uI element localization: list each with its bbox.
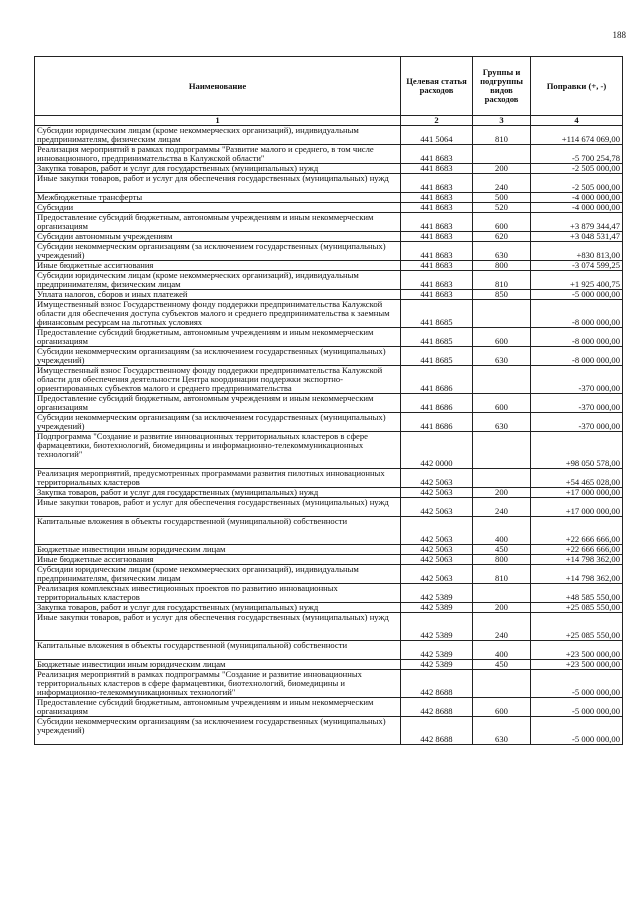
row-expense-group: 400 (473, 641, 531, 660)
table-row (35, 300, 623, 328)
row-target-code: 441 8683 (401, 164, 473, 174)
row-expense-group: 400 (473, 517, 531, 545)
row-expense-group (473, 300, 531, 328)
row-target-code: 441 5064 (401, 126, 473, 145)
row-target-code: 441 8683 (401, 203, 473, 213)
table-row (35, 432, 623, 469)
row-expense-group: 200 (473, 488, 531, 498)
row-target-code: 442 5063 (401, 545, 473, 555)
row-amount: -4 000 000,00 (531, 193, 623, 203)
row-name: Субсидии некоммерческим организациям (за исключением государственных (муниципальных) учреждений) (35, 717, 401, 745)
row-amount: +17 000 000,00 (531, 488, 623, 498)
row-amount: -5 000 000,00 (531, 698, 623, 717)
row-name: Бюджетные инвестиции иным юридическим лицам (35, 545, 401, 555)
row-name: Реализация комплексных инвестиционных проектов по развитию инновационных территориальных кластеров (35, 584, 401, 603)
table-row (35, 328, 623, 347)
table-row (35, 193, 623, 203)
row-amount: -5 000 000,00 (531, 670, 623, 698)
row-target-code: 442 5063 (401, 469, 473, 488)
table-row (35, 126, 623, 145)
row-expense-group: 630 (473, 347, 531, 366)
table-row (35, 717, 623, 745)
table-row (35, 517, 623, 545)
row-target-code: 441 8685 (401, 328, 473, 347)
page-number: 188 (612, 30, 626, 40)
row-target-code: 441 8683 (401, 271, 473, 290)
table-row (35, 145, 623, 164)
row-name: Иные закупки товаров, работ и услуг для обеспечения государственных (муниципальных) нужд (35, 498, 401, 517)
row-name: Субсидии автономным учреждениям (35, 232, 401, 242)
row-amount: -8 000 000,00 (531, 328, 623, 347)
row-target-code: 441 8685 (401, 300, 473, 328)
row-target-code: 442 5063 (401, 565, 473, 584)
row-amount: -5 700 254,78 (531, 145, 623, 164)
row-name: Закупка товаров, работ и услуг для государственных (муниципальных) нужд (35, 164, 401, 174)
row-expense-group: 630 (473, 717, 531, 745)
row-target-code: 442 5389 (401, 641, 473, 660)
row-expense-group: 620 (473, 232, 531, 242)
row-expense-group: 600 (473, 328, 531, 347)
row-amount: -370 000,00 (531, 366, 623, 394)
header-name: Наименование (35, 57, 401, 116)
row-amount: -2 505 000,00 (531, 174, 623, 193)
row-name: Имущественный взнос Государственному фонду поддержки предпринимательства Калужской области для обеспечения доступа субъектов малого и среднего предпринимательства к заемным финансовым ресурсам на льготных условиях (35, 300, 401, 328)
table-row (35, 213, 623, 232)
row-expense-group: 810 (473, 126, 531, 145)
table-row (35, 603, 623, 613)
table-row (35, 366, 623, 394)
table-row (35, 203, 623, 213)
row-amount: +25 085 550,00 (531, 613, 623, 641)
row-target-code: 442 5063 (401, 498, 473, 517)
row-amount: +14 798 362,00 (531, 565, 623, 584)
row-target-code: 442 8688 (401, 698, 473, 717)
row-name: Подпрограмма "Создание и развитие инновационных территориальных кластеров в сфере фармацевтики, биотехнологий, биомедицины и информационно-телекоммуникационных технологий" (35, 432, 401, 469)
row-expense-group (473, 366, 531, 394)
table-row (35, 698, 623, 717)
row-target-code: 441 8683 (401, 145, 473, 164)
row-target-code: 441 8683 (401, 261, 473, 271)
row-amount: -8 000 000,00 (531, 347, 623, 366)
row-name: Субсидии юридическим лицам (кроме некоммерческих организаций), индивидуальным предпринимателям, физическим лицам (35, 126, 401, 145)
table-row (35, 641, 623, 660)
row-amount: +98 050 578,00 (531, 432, 623, 469)
row-amount: +22 666 666,00 (531, 545, 623, 555)
table-row (35, 164, 623, 174)
row-target-code: 442 5389 (401, 613, 473, 641)
row-target-code: 441 8686 (401, 366, 473, 394)
table-row (35, 565, 623, 584)
row-expense-group (473, 670, 531, 698)
row-name: Закупка товаров, работ и услуг для государственных (муниципальных) нужд (35, 603, 401, 613)
table-row (35, 613, 623, 641)
row-amount: +114 674 069,00 (531, 126, 623, 145)
row-name: Имущественный взнос Государственному фонду поддержки предпринимательства Калужской области для обеспечения деятельности Центра координации поддержки экспортно-ориентированных субъектов малого и среднего предпринимательства (35, 366, 401, 394)
row-expense-group (473, 145, 531, 164)
row-expense-group: 450 (473, 660, 531, 670)
table-row (35, 660, 623, 670)
row-amount: +23 500 000,00 (531, 641, 623, 660)
row-target-code: 442 5389 (401, 584, 473, 603)
header-amount: Поправки (+, -) (531, 57, 623, 116)
row-name: Субсидии юридическим лицам (кроме некоммерческих организаций), индивидуальным предпринимателям, физическим лицам (35, 271, 401, 290)
table-row (35, 670, 623, 698)
table-row (35, 394, 623, 413)
row-name: Капитальные вложения в объекты государственной (муниципальной) собственности (35, 641, 401, 660)
row-target-code: 441 8683 (401, 242, 473, 261)
row-target-code: 442 5063 (401, 517, 473, 545)
table-row (35, 347, 623, 366)
row-amount: +48 585 550,00 (531, 584, 623, 603)
row-amount: +54 465 028,00 (531, 469, 623, 488)
row-name: Реализация мероприятий в рамках подпрограммы "Развитие малого и среднего, в том числе инновационного, предпринимательства в Калужской области" (35, 145, 401, 164)
row-name: Субсидии (35, 203, 401, 213)
row-name: Реализация мероприятий, предусмотренных программами развития пилотных инновационных территориальных кластеров (35, 469, 401, 488)
row-name: Бюджетные инвестиции иным юридическим лицам (35, 660, 401, 670)
header-target: Целевая статья расходов (401, 57, 473, 116)
budget-table (34, 56, 623, 745)
row-amount: -8 000 000,00 (531, 300, 623, 328)
row-expense-group: 240 (473, 613, 531, 641)
table-row (35, 488, 623, 498)
row-target-code: 442 5389 (401, 660, 473, 670)
table-row (35, 584, 623, 603)
row-name: Иные закупки товаров, работ и услуг для обеспечения государственных (муниципальных) нужд (35, 613, 401, 641)
column-number: 4 (531, 116, 623, 126)
row-amount: -3 074 599,25 (531, 261, 623, 271)
row-expense-group: 450 (473, 545, 531, 555)
table-row (35, 174, 623, 193)
row-name: Субсидии некоммерческим организациям (за исключением государственных (муниципальных) учреждений) (35, 413, 401, 432)
row-target-code: 442 8688 (401, 717, 473, 745)
row-expense-group: 600 (473, 213, 531, 232)
row-amount: -4 000 000,00 (531, 203, 623, 213)
row-amount: -370 000,00 (531, 413, 623, 432)
row-expense-group (473, 469, 531, 488)
row-expense-group: 200 (473, 164, 531, 174)
row-amount: +25 085 550,00 (531, 603, 623, 613)
row-name: Субсидии некоммерческим организациям (за исключением государственных (муниципальных) учреждений) (35, 242, 401, 261)
row-expense-group: 200 (473, 603, 531, 613)
row-name: Реализация мероприятий в рамках подпрограммы "Создание и развитие инновационных территориальных кластеров в сфере фармацевтики, биотехнологий, биомедицины и информационно-телекоммуникационных технологий" (35, 670, 401, 698)
table-body (35, 126, 623, 745)
row-target-code: 441 8683 (401, 174, 473, 193)
row-name: Межбюджетные трансферты (35, 193, 401, 203)
row-amount: +3 048 531,47 (531, 232, 623, 242)
header-group: Группы и подгруппы видов расходов (473, 57, 531, 116)
table-row (35, 261, 623, 271)
row-target-code: 441 8683 (401, 232, 473, 242)
column-number: 1 (35, 116, 401, 126)
row-amount: +830 813,00 (531, 242, 623, 261)
row-amount: +23 500 000,00 (531, 660, 623, 670)
table-row (35, 290, 623, 300)
row-name: Иные бюджетные ассигнования (35, 555, 401, 565)
row-amount: +14 798 362,00 (531, 555, 623, 565)
row-expense-group: 630 (473, 242, 531, 261)
row-name: Субсидии юридическим лицам (кроме некоммерческих организаций), индивидуальным предпринимателям, физическим лицам (35, 565, 401, 584)
table-row (35, 242, 623, 261)
row-amount: -2 505 000,00 (531, 164, 623, 174)
row-name: Предоставление субсидий бюджетным, автономным учреждениям и иным некоммерческим организациям (35, 698, 401, 717)
row-expense-group: 850 (473, 290, 531, 300)
row-expense-group: 500 (473, 193, 531, 203)
table-row (35, 545, 623, 555)
row-expense-group (473, 584, 531, 603)
row-target-code: 441 8683 (401, 213, 473, 232)
row-name: Предоставление субсидий бюджетным, автономным учреждениям и иным некоммерческим организациям (35, 213, 401, 232)
table-row (35, 271, 623, 290)
row-expense-group: 600 (473, 698, 531, 717)
row-target-code: 442 5063 (401, 555, 473, 565)
row-expense-group: 630 (473, 413, 531, 432)
row-target-code: 442 5389 (401, 603, 473, 613)
row-target-code: 442 8688 (401, 670, 473, 698)
column-number: 3 (473, 116, 531, 126)
row-name: Субсидии некоммерческим организациям (за исключением государственных (муниципальных) учреждений) (35, 347, 401, 366)
row-amount: +17 000 000,00 (531, 498, 623, 517)
table-header-row (35, 57, 623, 116)
row-name: Предоставление субсидий бюджетным, автономным учреждениям и иным некоммерческим организациям (35, 394, 401, 413)
row-expense-group: 810 (473, 271, 531, 290)
row-expense-group: 600 (473, 394, 531, 413)
row-expense-group: 800 (473, 555, 531, 565)
row-target-code: 441 8683 (401, 193, 473, 203)
row-amount: -5 000 000,00 (531, 717, 623, 745)
table-row (35, 498, 623, 517)
row-target-code: 442 5063 (401, 488, 473, 498)
table-row (35, 413, 623, 432)
row-name: Иные закупки товаров, работ и услуг для обеспечения государственных (муниципальных) нужд (35, 174, 401, 193)
row-name: Иные бюджетные ассигнования (35, 261, 401, 271)
row-amount: -5 000 000,00 (531, 290, 623, 300)
table-row (35, 555, 623, 565)
table-row (35, 469, 623, 488)
row-expense-group: 520 (473, 203, 531, 213)
column-number: 2 (401, 116, 473, 126)
row-expense-group: 800 (473, 261, 531, 271)
row-amount: -370 000,00 (531, 394, 623, 413)
row-target-code: 441 8686 (401, 413, 473, 432)
table-row (35, 232, 623, 242)
row-target-code: 441 8686 (401, 394, 473, 413)
row-target-code: 441 8685 (401, 347, 473, 366)
row-target-code: 441 8683 (401, 290, 473, 300)
row-name: Уплата налогов, сборов и иных платежей (35, 290, 401, 300)
row-amount: +3 879 344,47 (531, 213, 623, 232)
row-expense-group: 810 (473, 565, 531, 584)
row-expense-group: 240 (473, 498, 531, 517)
row-expense-group: 240 (473, 174, 531, 193)
row-expense-group (473, 432, 531, 469)
row-name: Закупка товаров, работ и услуг для государственных (муниципальных) нужд (35, 488, 401, 498)
column-number-row (35, 116, 623, 126)
row-name: Капитальные вложения в объекты государственной (муниципальной) собственности (35, 517, 401, 545)
row-amount: +22 666 666,00 (531, 517, 623, 545)
row-target-code: 442 0000 (401, 432, 473, 469)
row-amount: +1 925 400,75 (531, 271, 623, 290)
row-name: Предоставление субсидий бюджетным, автономным учреждениям и иным некоммерческим организациям (35, 328, 401, 347)
